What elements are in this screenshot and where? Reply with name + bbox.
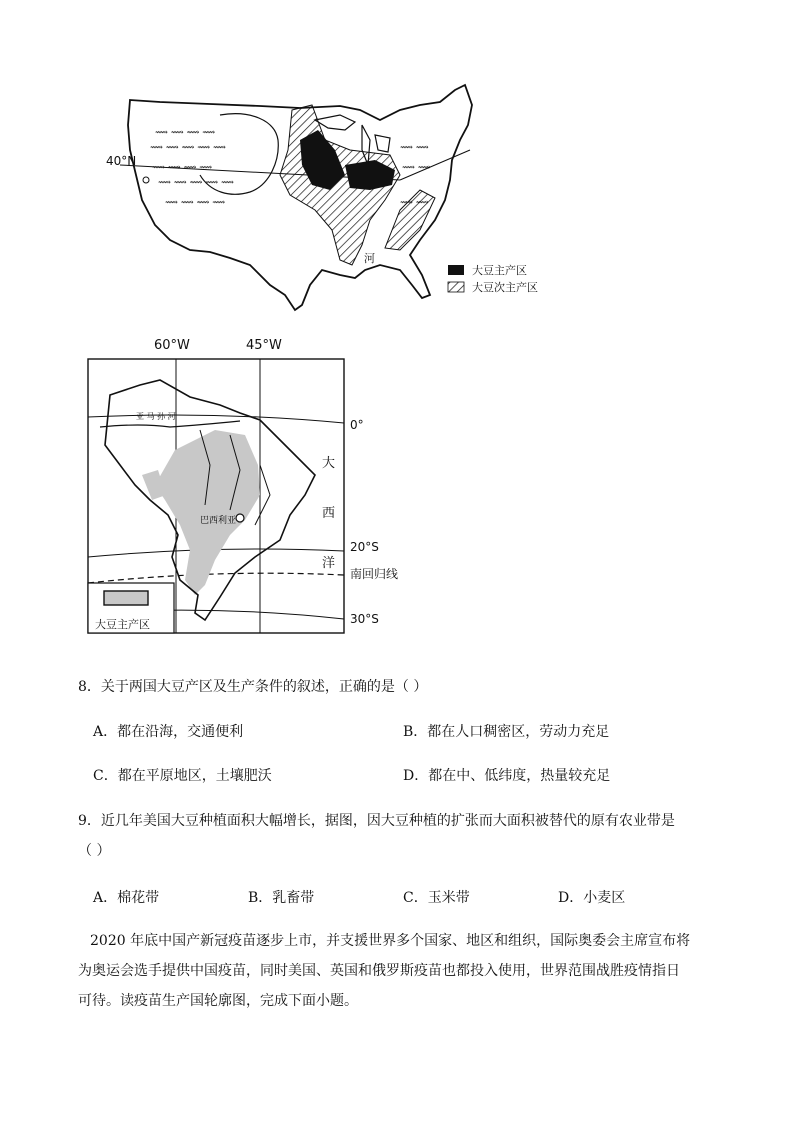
legend-main-swatch xyxy=(448,265,464,275)
q8-option-d: D．都在中、低纬度，热量较充足 xyxy=(403,768,611,784)
q9-stem-line2: （ ） xyxy=(78,843,111,859)
brazil-soybean-map xyxy=(80,335,420,640)
svg-text:⟿ ⟿ ⟿ ⟿ ⟿: ⟿ ⟿ ⟿ ⟿ ⟿ xyxy=(150,143,226,153)
svg-text:⟿ ⟿: ⟿ ⟿ xyxy=(400,198,429,208)
q8-option-a: A．都在沿海，交通便利 xyxy=(93,724,244,740)
ocean-label-2: 西 xyxy=(322,506,336,521)
brazil-legend-label: 大豆主产区 xyxy=(95,618,150,631)
svg-text:⟿ ⟿ ⟿ ⟿ ⟿: ⟿ ⟿ ⟿ ⟿ ⟿ xyxy=(158,178,234,188)
q8-option-b: B．都在人口稠密区，劳动力充足 xyxy=(403,724,610,740)
legend-secondary-swatch xyxy=(448,282,464,292)
brazil-map-graphic xyxy=(80,335,420,640)
usa-soybean-map xyxy=(100,80,550,320)
q8-option-c: C．都在平原地区，土壤肥沃 xyxy=(93,768,272,784)
lat-30s-label: 30°S xyxy=(350,612,379,626)
tropic-label: 南回归线 xyxy=(350,567,399,581)
lon-45w-label: 45°W xyxy=(246,338,282,353)
svg-text:⟿ ⟿: ⟿ ⟿ xyxy=(402,163,431,173)
lat-0-label: 0° xyxy=(350,418,364,432)
ocean-label-1: 大 xyxy=(322,456,336,471)
lon-60w-label: 60°W xyxy=(154,338,190,353)
passage-line-3: 可待。读疫苗生产国轮廓图，完成下面小题。 xyxy=(78,993,358,1009)
q9-option-d: D．小麦区 xyxy=(558,890,626,906)
usa-latitude-label: 40°N xyxy=(106,154,137,168)
brazil-legend-swatch xyxy=(104,591,148,605)
q9-option-a: A．棉花带 xyxy=(93,890,160,906)
lat-20s-label: 20°S xyxy=(350,540,379,554)
legend-main-label: 大豆主产区 xyxy=(472,264,527,277)
q9-option-c: C．玉米带 xyxy=(403,890,470,906)
q9-stem-line1: 9．近几年美国大豆种植面积大幅增长，据图，因大豆种植的扩张而大面积被替代的原有农业带是 xyxy=(78,813,675,829)
svg-text:⟿ ⟿ ⟿ ⟿: ⟿ ⟿ ⟿ ⟿ xyxy=(165,198,226,208)
amazon-river-label: 亚 马 孙 河 xyxy=(136,412,176,421)
capital-label: 巴西利亚 xyxy=(200,516,237,526)
q8-stem: 8．关于两国大豆产区及生产条件的叙述，正确的是（ ） xyxy=(78,679,428,695)
ocean-label-3: 洋 xyxy=(322,556,336,571)
passage-line-2: 为奥运会选手提供中国疫苗，同时美国、英国和俄罗斯疫苗也都投入使用，世界范围战胜疫情指日 xyxy=(78,963,680,979)
usa-river-label: 河 xyxy=(364,252,375,265)
q9-option-b: B．乳畜带 xyxy=(248,890,315,906)
legend-secondary-label: 大豆次主产区 xyxy=(472,281,538,294)
svg-text:⟿ ⟿ ⟿ ⟿: ⟿ ⟿ ⟿ ⟿ xyxy=(152,163,213,173)
passage-line-1: 2020 年底中国产新冠疫苗逐步上市，并支援世界多个国家、地区和组织，国际奥委会主席宣布将 xyxy=(90,933,691,949)
svg-text:⟿ ⟿ ⟿ ⟿: ⟿ ⟿ ⟿ ⟿ xyxy=(155,128,216,138)
svg-text:⟿ ⟿: ⟿ ⟿ xyxy=(400,143,429,153)
